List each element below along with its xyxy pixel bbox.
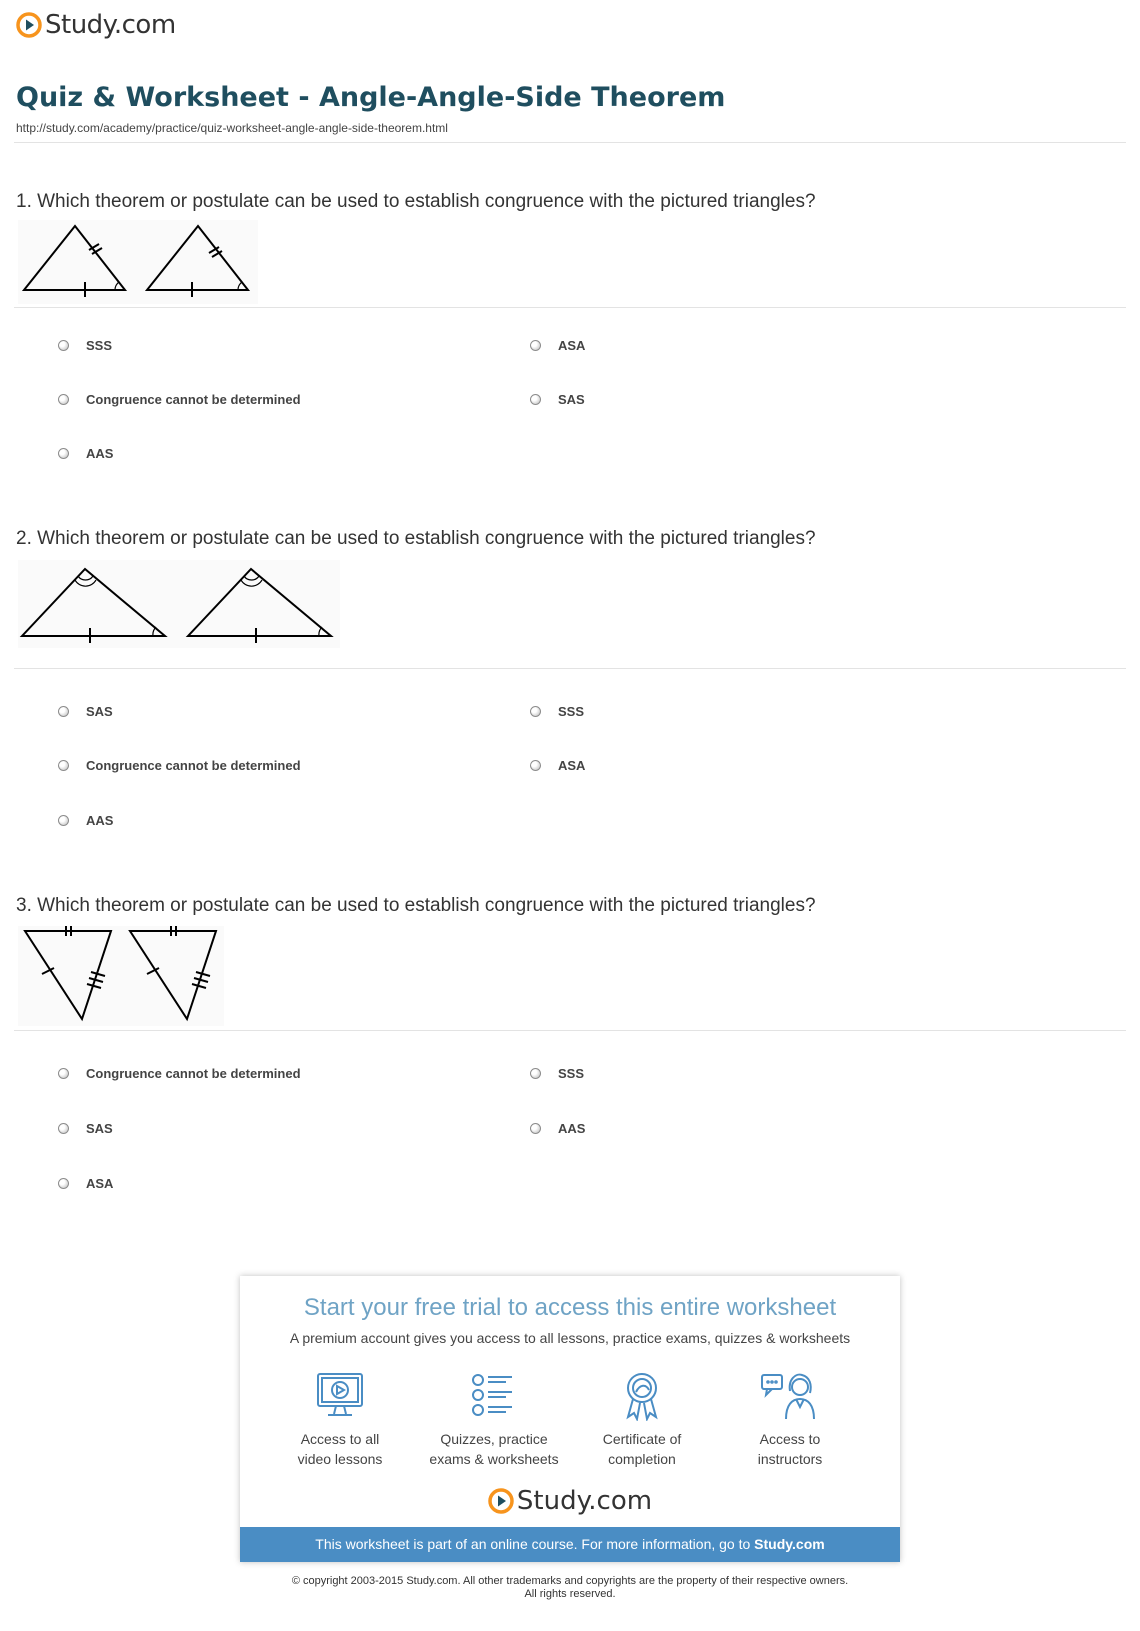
instructor-chat-icon	[760, 1371, 820, 1421]
promo-info-bar	[240, 1527, 900, 1562]
play-circle-icon	[488, 1488, 514, 1514]
radio-button[interactable]	[58, 760, 69, 771]
feature-instructors	[720, 1371, 860, 1469]
q3-option[interactable]	[58, 1176, 113, 1191]
radio-button[interactable]	[530, 706, 541, 717]
logo-wordmark: Study.com	[516, 1486, 653, 1516]
q3-option[interactable]	[58, 1121, 113, 1136]
question-2-figure	[18, 560, 340, 648]
radio-button[interactable]	[58, 1068, 69, 1079]
copyright-line: © copyright 2003-2015 Study.com. All other trademarks and copyrights are the property of their respective owners.	[291, 1575, 849, 1587]
promo-bar-link[interactable]: Study.com	[754, 1536, 825, 1552]
page-url: http://study.com/academy/practice/quiz-worksheet-angle-angle-side-theorem.html	[16, 121, 448, 135]
q2-option[interactable]	[530, 758, 585, 773]
option-label: Congruence cannot be determined	[86, 1066, 301, 1081]
feature-label: completion	[608, 1451, 676, 1467]
option-label: Congruence cannot be determined	[86, 392, 301, 407]
radio-button[interactable]	[58, 1123, 69, 1134]
question-1-text: 1. Which theorem or postulate can be used to establish congruence with the pictured triangles?	[16, 191, 816, 212]
radio-button[interactable]	[530, 1068, 541, 1079]
option-label: Congruence cannot be determined	[86, 758, 301, 773]
site-logo[interactable]	[16, 10, 176, 40]
feature-video-lessons	[270, 1371, 410, 1469]
option-label: SSS	[558, 704, 585, 719]
feature-label: exams & worksheets	[429, 1451, 559, 1467]
promo-bar-text: This worksheet is part of an online course. For more information, go to	[315, 1536, 751, 1552]
q3-option[interactable]	[530, 1121, 585, 1136]
option-label: SSS	[86, 338, 113, 353]
q1-option[interactable]	[530, 338, 585, 353]
radio-button[interactable]	[58, 706, 69, 717]
option-label: SAS	[86, 1121, 113, 1136]
q1-option[interactable]	[58, 446, 113, 461]
feature-label: Certificate of	[602, 1431, 682, 1447]
option-label: ASA	[558, 338, 586, 353]
divider	[14, 142, 1126, 143]
option-label: ASA	[558, 758, 586, 773]
page-title: Quiz & Worksheet - Angle-Angle-Side Theorem	[16, 82, 726, 113]
feature-label: instructors	[757, 1451, 823, 1467]
feature-label: Access to	[759, 1431, 821, 1447]
q1-option[interactable]	[530, 392, 585, 407]
checklist-icon	[468, 1371, 520, 1421]
radio-button[interactable]	[58, 815, 69, 826]
q2-option[interactable]	[58, 758, 301, 773]
option-label: SAS	[558, 392, 585, 407]
q2-option[interactable]	[58, 813, 113, 828]
logo-wordmark: Study.com	[45, 10, 176, 40]
feature-certificate	[572, 1371, 712, 1469]
q3-option[interactable]	[58, 1066, 301, 1081]
radio-button[interactable]	[58, 448, 69, 459]
monitor-play-icon	[314, 1371, 366, 1421]
divider	[14, 1030, 1126, 1031]
feature-label: Quizzes, practice	[440, 1431, 548, 1447]
certificate-ribbon-icon	[616, 1371, 668, 1421]
radio-button[interactable]	[530, 340, 541, 351]
divider	[14, 668, 1126, 669]
question-2-text: 2. Which theorem or postulate can be used to establish congruence with the pictured triangles?	[16, 528, 816, 549]
option-label: SSS	[558, 1066, 585, 1081]
copyright-line: All rights reserved.	[524, 1588, 616, 1600]
promo-title[interactable]: Start your free trial to access this entire worksheet	[303, 1294, 837, 1321]
divider	[14, 307, 1126, 308]
radio-button[interactable]	[530, 760, 541, 771]
option-label: ASA	[86, 1176, 114, 1191]
radio-button[interactable]	[58, 340, 69, 351]
footer-copyright	[0, 1575, 1140, 1601]
radio-button[interactable]	[530, 1123, 541, 1134]
feature-label: Access to all	[300, 1431, 380, 1447]
feature-label: video lessons	[297, 1451, 383, 1467]
option-label: AAS	[558, 1121, 586, 1136]
q1-option[interactable]	[58, 392, 301, 407]
option-label: AAS	[86, 813, 114, 828]
option-label: SAS	[86, 704, 113, 719]
play-circle-icon	[16, 12, 42, 38]
free-trial-promo	[240, 1276, 900, 1562]
option-label: AAS	[86, 446, 114, 461]
radio-button[interactable]	[58, 394, 69, 405]
promo-subtitle: A premium account gives you access to all lessons, practice exams, quizzes & worksheets	[289, 1330, 851, 1346]
question-1-figure	[18, 220, 258, 304]
question-3-figure	[18, 926, 224, 1026]
question-3-text: 3. Which theorem or postulate can be used to establish congruence with the pictured triangles?	[16, 895, 816, 916]
q2-option[interactable]	[530, 704, 584, 719]
radio-button[interactable]	[58, 1178, 69, 1189]
q2-option[interactable]	[58, 704, 113, 719]
promo-logo[interactable]	[240, 1486, 900, 1516]
q3-option[interactable]	[530, 1066, 584, 1081]
q1-option[interactable]	[58, 338, 112, 353]
radio-button[interactable]	[530, 394, 541, 405]
feature-quizzes	[424, 1371, 564, 1469]
